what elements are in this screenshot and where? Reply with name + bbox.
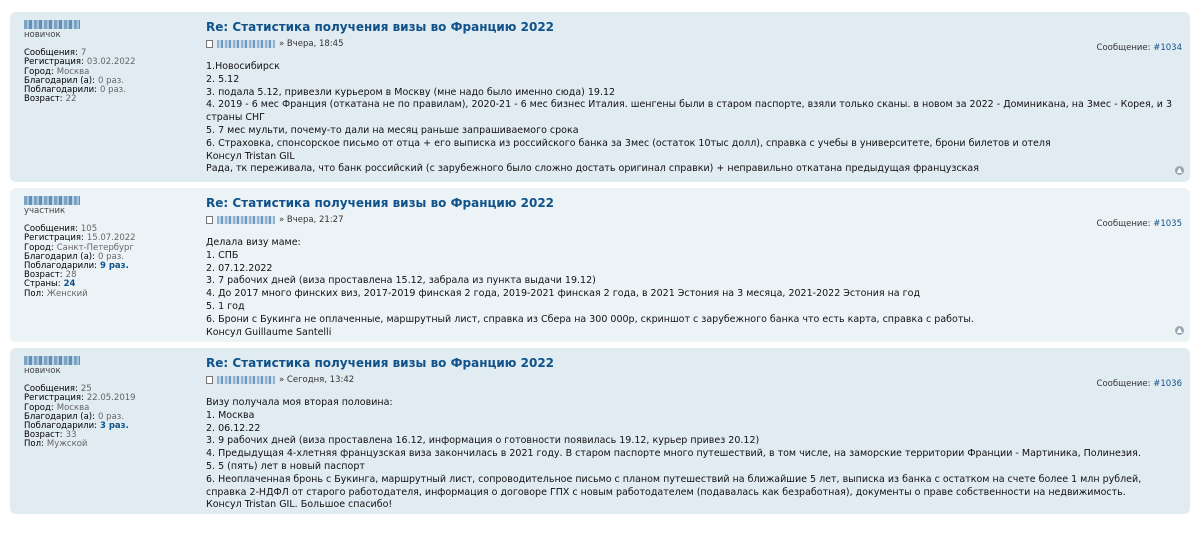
content-line: Консул Guillaume Santelli [206, 326, 332, 338]
post-number-link[interactable]: #1035 [1153, 219, 1182, 229]
post-title-link[interactable]: Re: Статистика получения визы во Францию 2022 [206, 196, 555, 210]
back-to-top-icon[interactable]: ▲ [1176, 326, 1183, 334]
field-label: Город: [24, 402, 54, 413]
field-label: Регистрация: [24, 233, 84, 244]
post-title-link[interactable]: Re: Статистика получения визы во Францию 2022 [206, 20, 555, 34]
field-label: Возраст: [24, 94, 63, 105]
content-line: Консул Tristan GIL [206, 150, 295, 162]
content-line: 3. 7 рабочих дней (виза проставлена 15.12, забрала из пункта выдачи 19.12) [206, 275, 596, 287]
field-value: 03.02.2022 [86, 57, 136, 68]
field-label: Благодарил (а): [24, 75, 95, 86]
user-rank: новичок [24, 366, 61, 376]
username-redacted[interactable] [24, 356, 80, 365]
field-label: Сообщения: [24, 48, 78, 59]
field-label: Благодарил (а): [24, 251, 95, 262]
post-number-label: Сообщение: [1096, 379, 1151, 389]
post-profile [16, 194, 202, 334]
field-label: Возраст: [24, 430, 63, 441]
content-line: 1.Новосибирск [206, 61, 280, 72]
field-value: 0 раз. [97, 411, 124, 422]
content-line: 4. 2019 - 6 мес Франция (откатана не по правилам), 2020-21 - 6 мес бизнес Италия. шенгены были в старом паспорте, взяли только сканы. в новом за 2022 - Доминикана, на 3мес - Корея, и 3 страны СНГ [206, 99, 1173, 124]
post-document-icon[interactable] [206, 40, 213, 48]
post-body [202, 354, 1184, 511]
post-number [1097, 43, 1182, 53]
field-value: 0 раз. [97, 251, 124, 262]
post-number-link[interactable]: #1036 [1153, 379, 1182, 389]
user-rank: новичок [24, 30, 61, 40]
post-date: » Вчера, 21:27 [279, 215, 344, 225]
post-number [1097, 379, 1182, 389]
post-content [206, 237, 1184, 339]
username-redacted[interactable] [24, 196, 80, 205]
post-number [1097, 219, 1182, 229]
field-value: 28 [65, 270, 77, 281]
post-document-icon[interactable] [206, 216, 213, 224]
field-label: Город: [24, 66, 54, 77]
post-number-label: Сообщение: [1096, 219, 1151, 229]
field-label: Благодарил (а): [24, 411, 95, 422]
field-label: Поблагодарили: [24, 261, 97, 272]
thanks-count[interactable]: 3 раз. [99, 421, 129, 432]
profile-fields [24, 385, 202, 449]
author-redacted[interactable] [217, 376, 275, 384]
profile-fields [24, 49, 202, 104]
content-line: 2. 07.12.2022 [206, 262, 273, 274]
field-label: Город: [24, 242, 54, 253]
content-line: 2. 5.12 [206, 73, 240, 85]
post-number-link[interactable]: #1034 [1153, 43, 1182, 53]
content-line: 6. Брони с Букинга не оплаченные, маршрутный лист, справка из Сбера на 300 000р, скриншот с зарубежного банка что есть карта, справка с работы. [206, 313, 974, 325]
content-line: 6. Страховка, спонсорское письмо от отца + его выписка из российского банка за 3мес (остаток 10тыс долл), справка с учебы в университете, брони билетов и отеля [206, 137, 1051, 149]
post-document-icon[interactable] [206, 376, 213, 384]
field-value: Санкт-Петербург [56, 242, 134, 253]
post-meta [206, 38, 1184, 50]
user-rank: участник [24, 206, 66, 216]
content-line: 6. Неоплаченная бронь с Букинга, маршрутный лист, сопроводительное письмо с планом путешествий на ближайшие 5 лет, выписка из банка с остатком на счете более 1 млн рублей, справка 2-НДФЛ от старого работодателя, информация о договоре ГПХ с новым работодателем (подавалась как безработная), документы о праве собственности на недвижимость. [206, 473, 1142, 498]
forum-post [10, 188, 1190, 342]
post-number-label: Сообщение: [1096, 43, 1151, 53]
field-label: Возраст: [24, 270, 63, 281]
content-line: 3. 9 рабочих дней (виза проставлена 16.12, информация о готовности появилась 19.12, курьер привез 20.12) [206, 435, 760, 447]
countries-count[interactable]: 24 [63, 279, 76, 290]
content-line: 1. Москва [206, 409, 255, 421]
content-line: Консул Tristan GIL. Большое спасибо! [206, 499, 393, 511]
content-line: 5. 7 мес мульти, почему-то дали на месяц раньше запрашиваемого срока [206, 124, 579, 136]
field-value: 7 [80, 48, 87, 59]
post-title-link[interactable]: Re: Статистика получения визы во Францию 2022 [206, 356, 555, 370]
content-line: 5. 1 год [206, 300, 245, 312]
field-label: Пол: [24, 288, 44, 299]
field-label: Поблагодарили: [24, 85, 97, 96]
field-value: 22.05.2019 [86, 393, 136, 404]
content-line: Делала визу маме: [206, 237, 301, 248]
back-to-top-icon[interactable]: ▲ [1176, 166, 1183, 174]
author-redacted[interactable] [217, 216, 275, 224]
content-line: Визу получала моя вторая половина: [206, 397, 393, 408]
field-value: 0 раз. [99, 85, 126, 96]
field-value: Женский [46, 288, 88, 299]
field-label: Регистрация: [24, 57, 84, 68]
content-line: 3. подала 5.12, привезли курьером в Москву (мне надо было именно сюда) 19.12 [206, 86, 616, 98]
field-value: Мужской [46, 439, 88, 450]
field-value: Москва [56, 66, 90, 77]
post-date: » Сегодня, 13:42 [279, 375, 355, 385]
field-value [100, 422, 129, 431]
post-profile [16, 18, 202, 174]
field-label: Страны: [24, 279, 61, 290]
post-content [206, 397, 1184, 512]
content-line: 5. 5 (пять) лет в новый паспорт [206, 460, 365, 472]
post-date: » Вчера, 18:45 [279, 39, 344, 49]
field-label: Сообщения: [24, 224, 78, 235]
post-profile [16, 354, 202, 506]
field-value: 22 [65, 94, 77, 105]
post-meta [206, 374, 1184, 386]
profile-fields [24, 225, 202, 299]
field-label: Регистрация: [24, 393, 84, 404]
author-redacted[interactable] [217, 40, 275, 48]
field-value: Москва [56, 402, 90, 413]
content-line: 4. До 2017 много финских виз, 2017-2019 финская 2 года, 2019-2021 финская 2 года, в 2021 Эстония на 3 месяца, 2021-2022 Эстония на год [206, 288, 921, 300]
field-value: 33 [65, 430, 77, 441]
forum-post [10, 12, 1190, 182]
post-body [202, 18, 1184, 174]
field-label: Поблагодарили: [24, 421, 97, 432]
post-body [202, 194, 1184, 338]
field-value: 0 раз. [97, 75, 124, 86]
content-line: Рада, тк переживала, что банк российский (с зарубежного было сложно достать оригинал справки) + неправильно откатана предыдущая французская [206, 163, 979, 175]
content-line: 1. СПБ [206, 249, 239, 261]
post-meta [206, 214, 1184, 226]
content-line: 2. 06.12.22 [206, 422, 261, 434]
field-value: 105 [80, 224, 98, 235]
thanks-count[interactable]: 9 раз. [99, 261, 129, 272]
post-content [206, 61, 1184, 176]
forum-post [10, 348, 1190, 514]
field-label: Сообщения: [24, 384, 78, 395]
username-redacted[interactable] [24, 20, 80, 29]
field-value [100, 262, 129, 271]
field-value: 15.07.2022 [86, 233, 136, 244]
field-value: 25 [80, 384, 92, 395]
field-label: Пол: [24, 439, 44, 450]
content-line: 4. Предыдущая 4-хлетняя французская виза закончилась в 2021 году. В старом паспорте много путешествий, в том числе, на заморские территории Франции - Мартиника, Полинезия. [206, 448, 1141, 460]
